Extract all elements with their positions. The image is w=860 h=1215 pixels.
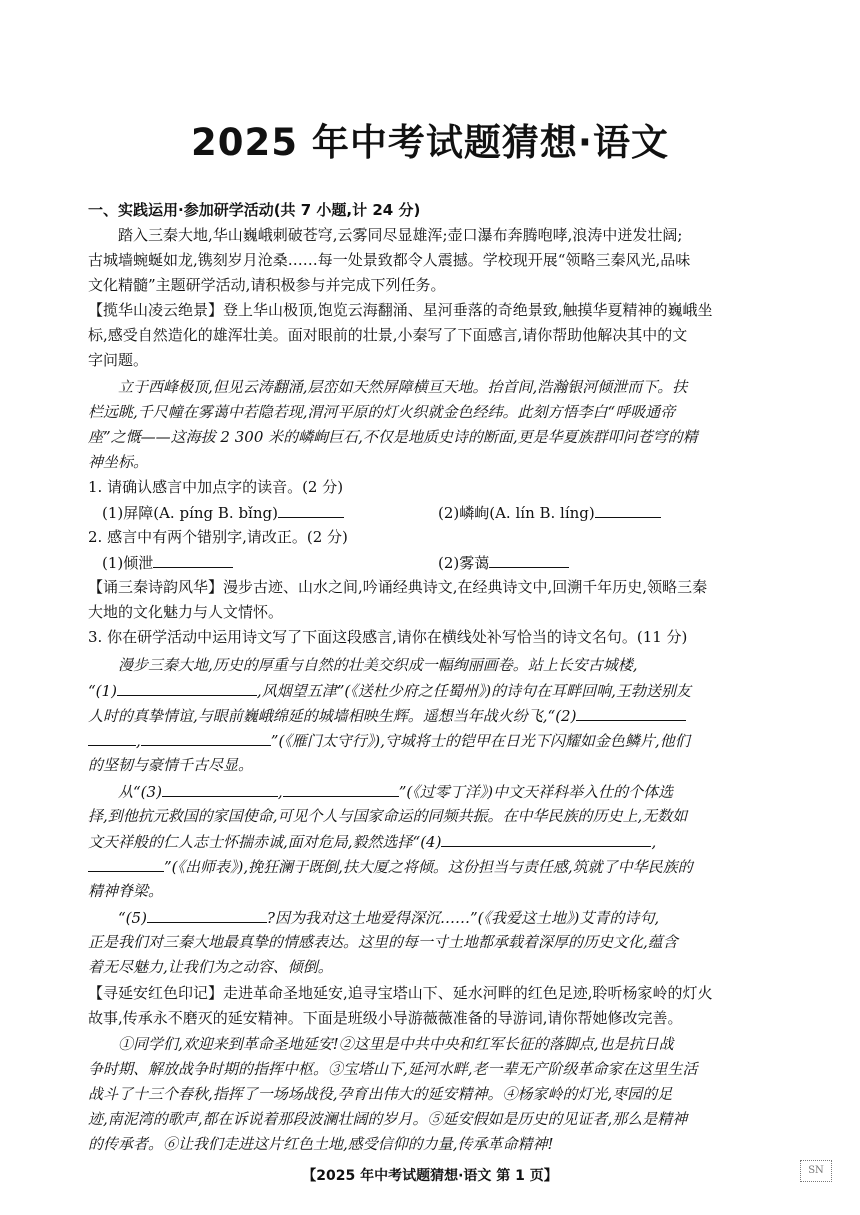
q3-p3-line-2: 正是我们对三秦大地最真挚的情感表达。这里的每一寸土地都承载着深厚的历史文化,蕴含	[88, 933, 678, 951]
intro-line-2: 古城墙蜿蜒如龙,镌刻岁月沧桑……每一处景致都令人震撼。学校现开展“领略三秦风光,品味	[88, 251, 691, 269]
q3-blank-3a[interactable]	[162, 781, 278, 797]
task2-line-1: 【诵三秦诗韵风华】漫步古迹、山水之间,吟诵经典诗文,在经典诗文中,回溯千年历史,领略三秦	[88, 578, 708, 596]
q3-blank-2a[interactable]	[576, 705, 686, 721]
q1-answer-blank-2[interactable]	[595, 502, 661, 518]
page-footer: 【2025 年中考试题猜想·语文 第 1 页】	[302, 1168, 558, 1184]
passage1-line-2: 栏远眺,千尺幢在雾蔼中若隐若现,渭河平原的灯火织就金色经纬。此刻方悟李白“呼吸通帝	[88, 403, 676, 421]
q3-blank-4a[interactable]	[441, 831, 651, 847]
q2-item-a: (1)倾泄	[102, 552, 402, 573]
q3-p1-line-4: , ”(《雁门太守行》),守城将士的铠甲在日光下闪耀如金色鳞片,他们	[88, 730, 788, 751]
q1-option-b: (2)嶙峋(A. lín B. líng)	[438, 502, 738, 523]
q3-blank-2c[interactable]	[141, 730, 271, 746]
q3-blank-3b[interactable]	[283, 781, 399, 797]
q2-stem: 2. 感言中有两个错别字,请改正。(2 分)	[88, 528, 348, 546]
q2-answer-blank-2[interactable]	[489, 552, 569, 568]
q2-item-b: (2)雾蔼	[438, 552, 738, 573]
q3-p2-line-1: 从“(3) , ”(《过零丁洋》)中文天祥科举入仕的个体选	[118, 783, 674, 801]
task3-line-1: 【寻延安红色印记】走进革命圣地延安,追寻宝塔山下、延水河畔的红色足迹,聆听杨家岭的灯火	[88, 984, 713, 1002]
q3-p1-line-5: 的坚韧与豪情千古尽显。	[88, 756, 254, 774]
q1-option-a: (1)屏障(A. píng B. bǐng)	[102, 502, 402, 523]
guide-line-2: 争时期、解放战争时期的指挥中枢。③宝塔山下,延河水畔,老一辈无产阶级革命家在这里生活	[88, 1060, 698, 1078]
q3-p2-line-5: 精神脊梁。	[88, 882, 164, 900]
passage1-line-3: 座”之慨——这海拔 2 300 米的嶙峋巨石,不仅是地质史诗的断面,更是华夏族群叩问苍穹的精	[88, 428, 698, 446]
intro-line-3: 文化精髓”主题研学活动,请积极参与并完成下列任务。	[88, 276, 446, 294]
q3-p3-line-3: 着无尽魅力,让我们为之动容、倾倒。	[88, 958, 333, 976]
q3-p1-line-3: 人时的真挚情谊,与眼前巍峨绵延的城墙相映生辉。遥想当年战火纷飞,“(2)	[88, 705, 788, 726]
q3-p2-line-2: 择,到他抗元救国的家国使命,可见个人与国家命运的同频共振。在中华民族的历史上,无数如	[88, 807, 688, 825]
task3-line-2: 故事,传承永不磨灭的延安精神。下面是班级小导游薇薇准备的导游词,请你帮她修改完善。	[88, 1009, 683, 1027]
task2-line-2: 大地的文化魅力与人文情怀。	[88, 603, 284, 621]
q3-p1-line-1: 漫步三秦大地,历史的厚重与自然的壮美交织成一幅绚丽画卷。站上长安古城楼,	[118, 656, 638, 674]
task1-line-3: 字问题。	[88, 351, 149, 369]
q3-stem: 3. 你在研学活动中运用诗文写了下面这段感言,请你在横线处补写恰当的诗文名句。(11 分)	[88, 628, 688, 646]
q3-p1-line-2: “(1) ,风烟望五津”(《送杜少府之任蜀州》)的诗句在耳畔回响,王勃送别友	[88, 682, 691, 700]
guide-line-4: 迹,南泥湾的歌声,都在诉说着那段波澜壮阔的岁月。⑤延安假如是历史的见证者,那么是精神	[88, 1110, 688, 1128]
q3-p2-line-3: 文天祥般的仁人志士怀揣赤诚,面对危局,毅然选择“(4) ,	[88, 833, 657, 851]
q1-answer-blank-1[interactable]	[278, 502, 344, 518]
q3-blank-4b[interactable]	[88, 856, 164, 872]
intro-line-1: 踏入三秦大地,华山巍峨刺破苍穹,云雾同尽显雄浑;壶口瀑布奔腾咆哮,浪涛中迸发壮阔;	[118, 226, 683, 244]
corner-stamp: SN	[800, 1160, 832, 1182]
q1-stem: 1. 请确认感言中加点字的读音。(2 分)	[88, 478, 344, 496]
q2-answer-blank-1[interactable]	[153, 552, 233, 568]
section-heading: 一、实践运用·参加研学活动(共 7 小题,计 24 分)	[88, 201, 421, 219]
q3-p2-line-4: ”(《出师表》),挽狂澜于既倒,扶大厦之将倾。这份担当与责任感,筑就了中华民族的	[88, 856, 788, 877]
q3-blank-5[interactable]	[147, 907, 267, 923]
guide-line-1: ①同学们,欢迎来到革命圣地延安!②这里是中共中央和红军长征的落脚点,也是抗日战	[118, 1035, 674, 1053]
q3-blank-1[interactable]	[117, 680, 257, 696]
q3-blank-2b[interactable]	[88, 730, 136, 746]
guide-line-3: 战斗了十三个春秋,指挥了一场场战役,孕育出伟大的延安精神。④杨家岭的灯光,枣园的足	[88, 1085, 673, 1103]
task1-line-1: 【揽华山凌云绝景】登上华山极顶,饱览云海翻涌、星河垂落的奇绝景致,触摸华夏精神的巍峨坐	[88, 301, 713, 319]
passage1-line-4: 神坐标。	[88, 453, 149, 471]
passage1-line-1: 立于西峰极顶,但见云涛翻涌,层峦如天然屏障横亘天地。抬首间,浩瀚银河倾泄而下。扶	[118, 378, 688, 396]
guide-line-5: 的传承者。⑥让我们走进这片红色土地,感受信仰的力量,传承革命精神!	[88, 1135, 554, 1153]
task1-line-2: 标,感受自然造化的雄浑壮美。面对眼前的壮景,小秦写了下面感言,请你帮助他解决其中的文	[88, 326, 688, 344]
q3-p3-line-1: “(5) ?因为我对这土地爱得深沉……”(《我爱这土地》)艾青的诗句,	[118, 909, 660, 927]
page-title: 2025 年中考试题猜想·语文	[191, 121, 669, 164]
